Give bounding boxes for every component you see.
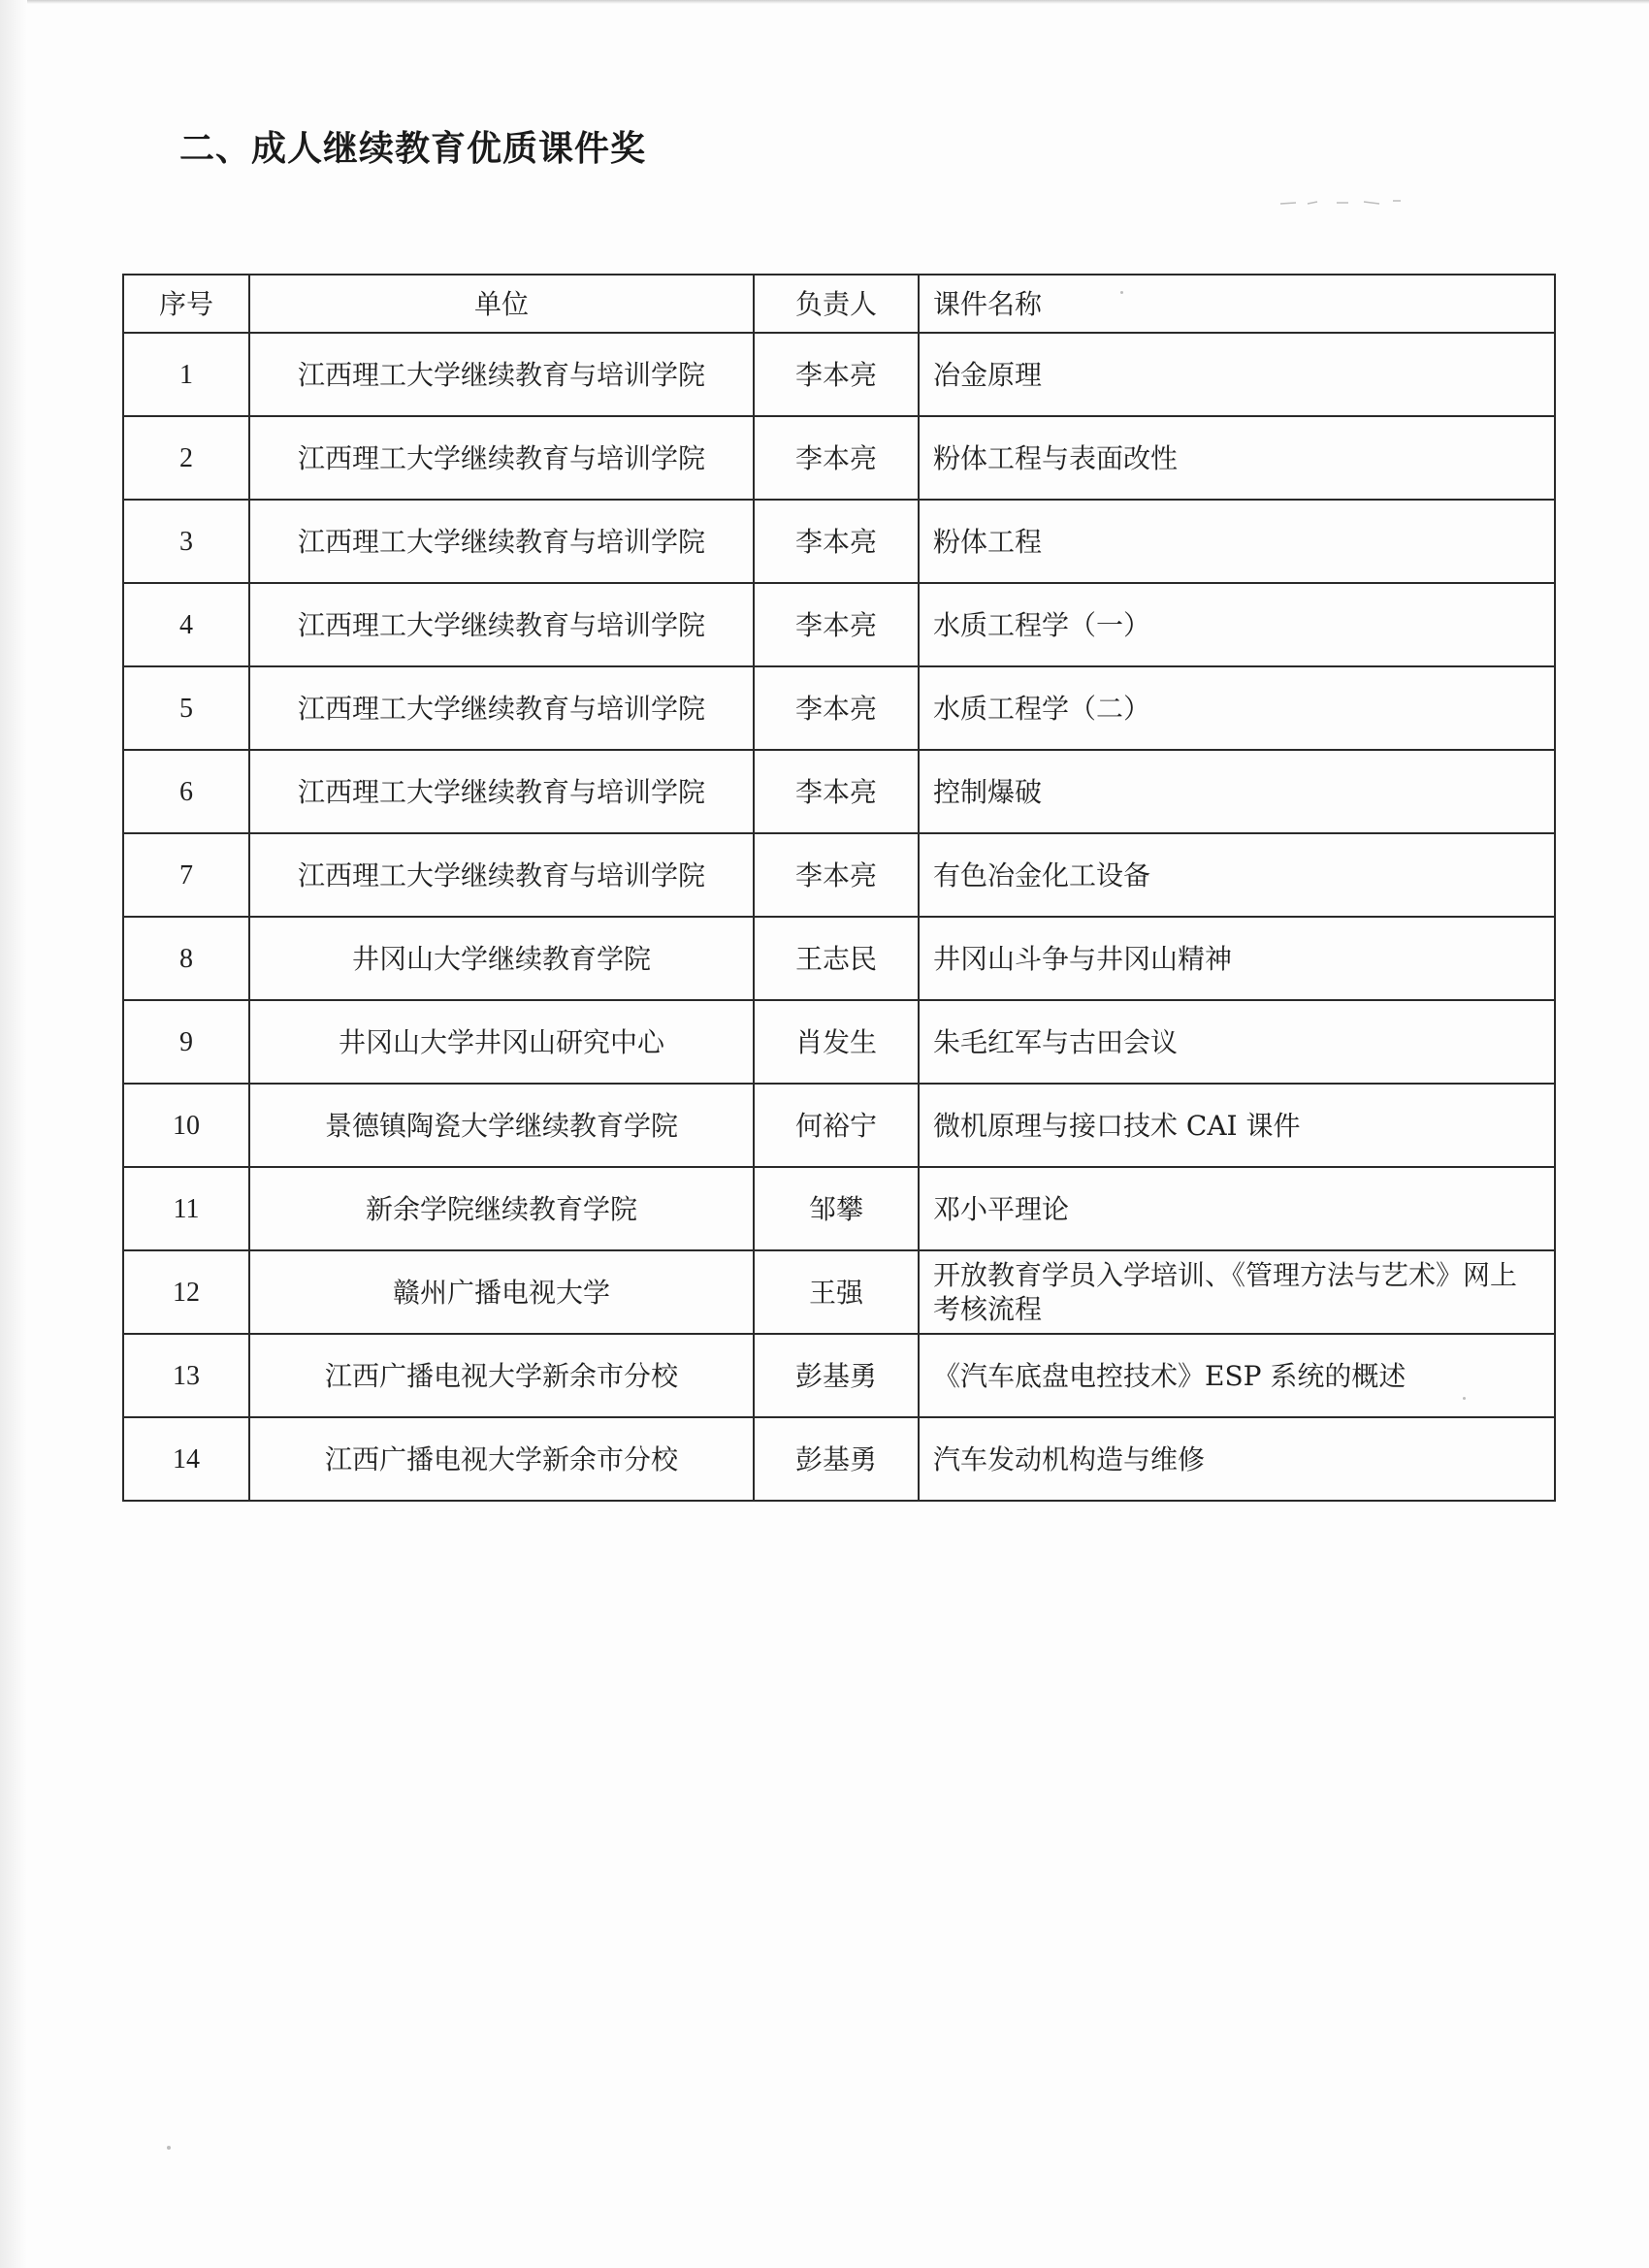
scan-edge-left — [0, 0, 27, 2268]
cell-person: 李本亮 — [754, 333, 919, 416]
page-title: 二、成人继续教育优质课件奖 — [179, 129, 647, 169]
cell-no: 8 — [123, 917, 249, 1000]
table-row — [123, 583, 1555, 666]
cell-unit: 江西理工大学继续教育与培训学院 — [249, 500, 754, 583]
cell-unit: 江西理工大学继续教育与培训学院 — [249, 833, 754, 917]
cell-unit: 新余学院继续教育学院 — [249, 1167, 754, 1250]
cell-unit: 江西理工大学继续教育与培训学院 — [249, 583, 754, 666]
cell-person: 李本亮 — [754, 833, 919, 917]
cell-unit: 江西理工大学继续教育与培训学院 — [249, 666, 754, 750]
cell-course: 邓小平理论 — [919, 1167, 1555, 1250]
table-row — [123, 917, 1555, 1000]
scan-speck — [1463, 1397, 1466, 1400]
cell-person: 王志民 — [754, 917, 919, 1000]
header-no: 序号 — [123, 275, 249, 333]
cell-person: 李本亮 — [754, 500, 919, 583]
table-row — [123, 500, 1555, 583]
scan-smudge-mark — [1278, 198, 1405, 208]
cell-course: 水质工程学（一） — [919, 583, 1555, 666]
cell-no: 7 — [123, 833, 249, 917]
cell-person: 李本亮 — [754, 666, 919, 750]
cell-person: 彭基勇 — [754, 1334, 919, 1417]
cell-no: 9 — [123, 1000, 249, 1084]
cell-unit: 江西广播电视大学新余市分校 — [249, 1417, 754, 1501]
scan-speck — [1120, 291, 1123, 294]
scan-edge-top — [0, 0, 1649, 4]
cell-course: 朱毛红军与古田会议 — [919, 1000, 1555, 1084]
table-row — [123, 416, 1555, 500]
cell-unit: 江西理工大学继续教育与培训学院 — [249, 333, 754, 416]
table-row — [123, 750, 1555, 833]
cell-unit: 井冈山大学继续教育学院 — [249, 917, 754, 1000]
cell-no: 6 — [123, 750, 249, 833]
cell-course: 冶金原理 — [919, 333, 1555, 416]
table-row — [123, 1084, 1555, 1167]
table-row — [123, 1417, 1555, 1501]
cell-no: 1 — [123, 333, 249, 416]
scan-speck — [167, 2146, 171, 2150]
cell-no: 12 — [123, 1250, 249, 1334]
table-row — [123, 1000, 1555, 1084]
cell-no: 14 — [123, 1417, 249, 1501]
cell-no: 10 — [123, 1084, 249, 1167]
header-course: 课件名称 — [919, 275, 1555, 333]
table-row — [123, 833, 1555, 917]
table-row — [123, 1334, 1555, 1417]
cell-course: 水质工程学（二） — [919, 666, 1555, 750]
cell-no: 3 — [123, 500, 249, 583]
cell-person: 彭基勇 — [754, 1417, 919, 1501]
cell-course: 粉体工程 — [919, 500, 1555, 583]
cell-no: 13 — [123, 1334, 249, 1417]
cell-course: 开放教育学员入学培训、《管理方法与艺术》网上考核流程 — [919, 1250, 1555, 1334]
cell-course: 微机原理与接口技术 CAI 课件 — [919, 1084, 1555, 1167]
cell-person: 王强 — [754, 1250, 919, 1334]
cell-no: 5 — [123, 666, 249, 750]
awards-table — [122, 274, 1556, 1502]
cell-unit: 江西广播电视大学新余市分校 — [249, 1334, 754, 1417]
cell-course: 井冈山斗争与井冈山精神 — [919, 917, 1555, 1000]
table-header-row — [123, 275, 1555, 333]
header-person: 负责人 — [754, 275, 919, 333]
cell-person: 李本亮 — [754, 416, 919, 500]
cell-person: 李本亮 — [754, 583, 919, 666]
table-row — [123, 1167, 1555, 1250]
cell-person: 邹攀 — [754, 1167, 919, 1250]
cell-person: 李本亮 — [754, 750, 919, 833]
table-row — [123, 1250, 1555, 1334]
cell-course: 《汽车底盘电控技术》ESP 系统的概述 — [919, 1334, 1555, 1417]
cell-unit: 赣州广播电视大学 — [249, 1250, 754, 1334]
cell-person: 何裕宁 — [754, 1084, 919, 1167]
table-row — [123, 333, 1555, 416]
cell-course: 控制爆破 — [919, 750, 1555, 833]
cell-unit: 江西理工大学继续教育与培训学院 — [249, 750, 754, 833]
cell-course: 粉体工程与表面改性 — [919, 416, 1555, 500]
cell-no: 4 — [123, 583, 249, 666]
cell-unit: 江西理工大学继续教育与培训学院 — [249, 416, 754, 500]
cell-person: 肖发生 — [754, 1000, 919, 1084]
cell-course: 汽车发动机构造与维修 — [919, 1417, 1555, 1501]
table-row — [123, 666, 1555, 750]
header-unit: 单位 — [249, 275, 754, 333]
cell-no: 2 — [123, 416, 249, 500]
scan-smudge — [1278, 197, 1405, 207]
cell-no: 11 — [123, 1167, 249, 1250]
cell-unit: 井冈山大学井冈山研究中心 — [249, 1000, 754, 1084]
cell-unit: 景德镇陶瓷大学继续教育学院 — [249, 1084, 754, 1167]
cell-course: 有色冶金化工设备 — [919, 833, 1555, 917]
